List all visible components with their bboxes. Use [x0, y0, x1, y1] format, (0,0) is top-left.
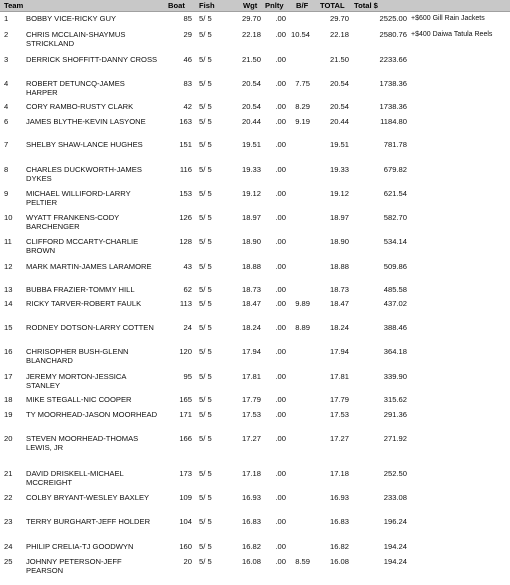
penalty-cell: .00	[275, 213, 286, 222]
weight-cell: 17.53	[241, 410, 261, 419]
weight-cell: 16.08	[241, 557, 261, 566]
total-dollar-cell: 509.86	[383, 262, 407, 271]
penalty-cell: .00	[275, 189, 286, 198]
weight-cell: 21.50	[241, 55, 261, 64]
header-total: TOTAL	[320, 1, 345, 10]
boat-cell: 126	[179, 213, 192, 222]
boat-cell: 151	[179, 140, 192, 149]
fish-cell: 5/ 5	[199, 299, 212, 308]
rank-cell: 11	[4, 237, 12, 246]
weight-cell: 20.54	[241, 79, 261, 88]
rank-cell: 10	[4, 213, 13, 222]
total-cell: 17.81	[329, 372, 349, 381]
header-boat: Boat	[168, 1, 185, 10]
boat-cell: 85	[183, 14, 192, 23]
weight-cell: 18.90	[241, 237, 261, 246]
total-cell: 17.53	[329, 410, 349, 419]
total-cell: 20.44	[329, 117, 349, 126]
header-team: Team	[4, 1, 24, 10]
total-cell: 16.82	[329, 542, 349, 551]
fish-cell: 5/ 5	[199, 410, 212, 419]
total-dollar-cell: 2580.76	[379, 30, 407, 39]
team-name-cell: CORY RAMBO-RUSTY CLARK	[26, 102, 134, 111]
fish-cell: 5/ 5	[199, 237, 212, 246]
fish-cell: 5/ 5	[199, 79, 212, 88]
rank-cell: 9	[4, 189, 9, 198]
penalty-cell: .00	[275, 372, 286, 381]
penalty-cell: .00	[275, 517, 286, 526]
weight-cell: 17.94	[241, 347, 261, 356]
total-cell: 16.08	[329, 557, 349, 566]
weight-cell: 18.47	[241, 299, 261, 308]
weight-cell: 16.83	[241, 517, 261, 526]
rank-cell: 6	[4, 117, 9, 126]
rank-cell: 17	[4, 372, 13, 381]
team-name-cell: DAVID DRISKELL-MICHAEL MCCREIGHT	[26, 469, 124, 488]
fish-cell: 5/ 5	[199, 102, 212, 111]
boat-cell: 128	[179, 237, 192, 246]
big-fish-cell: 7.75	[295, 79, 310, 88]
rank-cell: 4	[4, 102, 9, 111]
boat-cell: 24	[183, 323, 192, 332]
weight-cell: 19.33	[241, 165, 261, 174]
team-name-cell: SHELBY SHAW-LANCE HUGHES	[26, 140, 143, 149]
total-cell: 21.50	[329, 55, 349, 64]
rank-cell: 18	[4, 395, 13, 404]
prize-note: +$600 Gill Rain Jackets	[411, 15, 485, 22]
boat-cell: 153	[179, 189, 192, 198]
weight-cell: 17.79	[241, 395, 261, 404]
boat-cell: 83	[183, 79, 192, 88]
rank-cell: 7	[4, 140, 9, 149]
penalty-cell: .00	[275, 542, 286, 551]
penalty-cell: .00	[275, 557, 286, 566]
fish-cell: 5/ 5	[199, 165, 212, 174]
team-name-cell: WYATT FRANKENS-CODY BARCHENGER	[26, 213, 120, 232]
weight-cell: 22.18	[241, 30, 261, 39]
team-name-cell: TY MOORHEAD-JASON MOORHEAD	[26, 410, 158, 419]
total-cell: 17.94	[329, 347, 349, 356]
team-name-cell: RODNEY DOTSON-LARRY COTTEN	[26, 323, 154, 332]
total-cell: 19.12	[329, 189, 349, 198]
team-name-cell: MICHAEL WILLIFORD-LARRY PELTIER	[26, 189, 131, 208]
total-cell: 17.27	[329, 434, 349, 443]
total-dollar-cell: 388.46	[383, 323, 407, 332]
boat-cell: 171	[179, 410, 192, 419]
team-name-cell: DERRICK SHOFFITT-DANNY CROSS	[26, 55, 158, 64]
boat-cell: 46	[183, 55, 192, 64]
big-fish-cell: 8.29	[295, 102, 310, 111]
rank-cell: 16	[4, 347, 13, 356]
weight-cell: 19.51	[241, 140, 261, 149]
total-dollar-cell: 2525.00	[379, 14, 407, 23]
penalty-cell: .00	[275, 55, 286, 64]
fish-cell: 5/ 5	[199, 372, 212, 381]
team-name-cell: COLBY BRYANT-WESLEY BAXLEY	[26, 493, 150, 502]
weight-cell: 17.27	[241, 434, 261, 443]
rank-cell: 22	[4, 493, 13, 502]
penalty-cell: .00	[275, 262, 286, 271]
team-name-cell: CHRIS MCCLAIN-SHAYMUS STRICKLAND	[26, 30, 126, 49]
boat-cell: 104	[179, 517, 192, 526]
boat-cell: 116	[179, 165, 192, 174]
team-name-cell: STEVEN MOORHEAD-THOMAS LEWIS, JR	[26, 434, 139, 453]
penalty-cell: .00	[275, 79, 286, 88]
team-name-cell: JOHNNY PETERSON-JEFF PEARSON	[26, 557, 122, 576]
rank-cell: 21	[4, 469, 13, 478]
total-dollar-cell: 194.24	[383, 542, 407, 551]
fish-cell: 5/ 5	[199, 557, 212, 566]
total-cell: 16.83	[329, 517, 349, 526]
penalty-cell: .00	[275, 323, 286, 332]
header-bf: B/F	[296, 1, 309, 10]
penalty-cell: .00	[275, 299, 286, 308]
total-cell: 18.24	[329, 323, 349, 332]
penalty-cell: .00	[275, 117, 286, 126]
header-wgt: Wgt	[243, 1, 258, 10]
total-dollar-cell: 679.82	[383, 165, 407, 174]
fish-cell: 5/ 5	[199, 117, 212, 126]
fish-cell: 5/ 5	[199, 30, 212, 39]
fish-cell: 5/ 5	[199, 395, 212, 404]
total-dollar-cell: 252.50	[383, 469, 407, 478]
team-name-cell: PHILIP CRELIA-TJ GOODWYN	[26, 542, 134, 551]
fish-cell: 5/ 5	[199, 262, 212, 271]
rank-cell: 1	[4, 14, 9, 23]
total-cell: 18.47	[329, 299, 349, 308]
total-dollar-cell: 233.08	[383, 493, 407, 502]
total-dollar-cell: 582.70	[383, 213, 407, 222]
fish-cell: 5/ 5	[199, 140, 212, 149]
total-dollar-cell: 485.58	[383, 285, 407, 294]
big-fish-cell: 9.19	[295, 117, 310, 126]
boat-cell: 20	[183, 557, 192, 566]
fish-cell: 5/ 5	[199, 434, 212, 443]
total-cell: 17.79	[329, 395, 349, 404]
penalty-cell: .00	[275, 102, 286, 111]
total-cell: 19.33	[329, 165, 349, 174]
penalty-cell: .00	[275, 434, 286, 443]
boat-cell: 113	[179, 299, 192, 308]
fish-cell: 5/ 5	[199, 347, 212, 356]
total-dollar-cell: 2233.66	[379, 55, 407, 64]
fish-cell: 5/ 5	[199, 517, 212, 526]
rank-cell: 13	[4, 285, 13, 294]
boat-cell: 62	[183, 285, 192, 294]
rank-cell: 3	[4, 55, 9, 64]
total-cell: 20.54	[329, 79, 349, 88]
weight-cell: 19.12	[241, 189, 261, 198]
team-name-cell: CLIFFORD MCCARTY-CHARLIE BROWN	[26, 237, 139, 256]
rank-cell: 24	[4, 542, 13, 551]
total-cell: 22.18	[329, 30, 349, 39]
rank-cell: 14	[4, 299, 13, 308]
team-name-cell: JAMES BLYTHE-KEVIN LASYONE	[26, 117, 146, 126]
total-dollar-cell: 271.92	[383, 434, 407, 443]
team-name-cell: TERRY BURGHART-JEFF HOLDER	[26, 517, 151, 526]
team-name-cell: JEREMY MORTON-JESSICA STANLEY	[26, 372, 127, 391]
total-dollar-cell: 315.62	[383, 395, 407, 404]
total-dollar-cell: 621.54	[383, 189, 407, 198]
penalty-cell: .00	[275, 30, 286, 39]
prize-note: +$400 Daiwa Tatula Reels	[411, 31, 493, 38]
boat-cell: 160	[179, 542, 192, 551]
header-pnlty: Pnlty	[265, 1, 284, 10]
weight-cell: 17.81	[241, 372, 261, 381]
big-fish-cell: 9.89	[295, 299, 310, 308]
rank-cell: 23	[4, 517, 13, 526]
fish-cell: 5/ 5	[199, 189, 212, 198]
fish-cell: 5/ 5	[199, 213, 212, 222]
boat-cell: 165	[179, 395, 192, 404]
boat-cell: 42	[183, 102, 192, 111]
header-total-dollar: Total $	[354, 1, 378, 10]
penalty-cell: .00	[275, 165, 286, 174]
total-cell: 18.88	[329, 262, 349, 271]
total-cell: 18.90	[329, 237, 349, 246]
total-dollar-cell: 364.18	[383, 347, 407, 356]
boat-cell: 95	[183, 372, 192, 381]
penalty-cell: .00	[275, 493, 286, 502]
penalty-cell: .00	[275, 347, 286, 356]
penalty-cell: .00	[275, 410, 286, 419]
total-cell: 17.18	[329, 469, 349, 478]
weight-cell: 20.54	[241, 102, 261, 111]
weight-cell: 20.44	[241, 117, 261, 126]
header-fish: Fish	[199, 1, 215, 10]
team-name-cell: MIKE STEGALL-NIC COOPER	[26, 395, 132, 404]
fish-cell: 5/ 5	[199, 285, 212, 294]
total-dollar-cell: 196.24	[383, 517, 407, 526]
boat-cell: 109	[179, 493, 192, 502]
total-cell: 19.51	[329, 140, 349, 149]
total-cell: 20.54	[329, 102, 349, 111]
team-name-cell: MARK MARTIN-JAMES LARAMORE	[26, 262, 152, 271]
big-fish-cell: 8.59	[295, 557, 310, 566]
boat-cell: 173	[179, 469, 192, 478]
big-fish-cell: 8.89	[295, 323, 310, 332]
fish-cell: 5/ 5	[199, 469, 212, 478]
penalty-cell: .00	[275, 140, 286, 149]
boat-cell: 166	[179, 434, 192, 443]
weight-cell: 18.24	[241, 323, 261, 332]
penalty-cell: .00	[275, 285, 286, 294]
weight-cell: 18.73	[241, 285, 261, 294]
fish-cell: 5/ 5	[199, 14, 212, 23]
total-dollar-cell: 291.36	[383, 410, 407, 419]
rank-cell: 12	[4, 262, 13, 271]
weight-cell: 16.93	[241, 493, 261, 502]
total-dollar-cell: 534.14	[383, 237, 407, 246]
rank-cell: 25	[4, 557, 13, 566]
weight-cell: 18.88	[241, 262, 261, 271]
total-dollar-cell: 1738.36	[379, 102, 407, 111]
total-dollar-cell: 781.78	[383, 140, 407, 149]
rank-cell: 19	[4, 410, 13, 419]
rank-cell: 2	[4, 30, 9, 39]
fish-cell: 5/ 5	[199, 323, 212, 332]
total-cell: 29.70	[329, 14, 349, 23]
penalty-cell: .00	[275, 14, 286, 23]
big-fish-cell: 10.54	[290, 30, 310, 39]
total-cell: 18.97	[329, 213, 349, 222]
weight-cell: 17.18	[241, 469, 261, 478]
rank-cell: 4	[4, 79, 9, 88]
team-name-cell: CHRISOPHER BUSH-GLENN BLANCHARD	[26, 347, 129, 366]
team-name-cell: ROBERT DETUNCQ-JAMES HARPER	[26, 79, 125, 98]
team-name-cell: BUBBA FRAZIER-TOMMY HILL	[26, 285, 135, 294]
weight-cell: 16.82	[241, 542, 261, 551]
table-header	[0, 0, 510, 12]
penalty-cell: .00	[275, 237, 286, 246]
total-dollar-cell: 194.24	[383, 557, 407, 566]
total-dollar-cell: 437.02	[383, 299, 407, 308]
team-name-cell: CHARLES DUCKWORTH-JAMES DYKES	[26, 165, 142, 184]
rank-cell: 15	[4, 323, 13, 332]
penalty-cell: .00	[275, 469, 286, 478]
total-dollar-cell: 339.90	[383, 372, 407, 381]
team-name-cell: BOBBY VICE-RICKY GUY	[26, 14, 117, 23]
fish-cell: 5/ 5	[199, 542, 212, 551]
weight-cell: 29.70	[241, 14, 261, 23]
weight-cell: 18.97	[241, 213, 261, 222]
team-name-cell: RICKY TARVER-ROBERT FAULK	[26, 299, 142, 308]
rank-cell: 20	[4, 434, 13, 443]
boat-cell: 43	[183, 262, 192, 271]
boat-cell: 163	[179, 117, 192, 126]
fish-cell: 5/ 5	[199, 55, 212, 64]
rank-cell: 8	[4, 165, 9, 174]
penalty-cell: .00	[275, 395, 286, 404]
fish-cell: 5/ 5	[199, 493, 212, 502]
total-cell: 18.73	[329, 285, 349, 294]
total-dollar-cell: 1184.80	[380, 117, 407, 126]
boat-cell: 120	[179, 347, 192, 356]
total-cell: 16.93	[329, 493, 349, 502]
boat-cell: 29	[183, 30, 192, 39]
total-dollar-cell: 1738.36	[379, 79, 407, 88]
